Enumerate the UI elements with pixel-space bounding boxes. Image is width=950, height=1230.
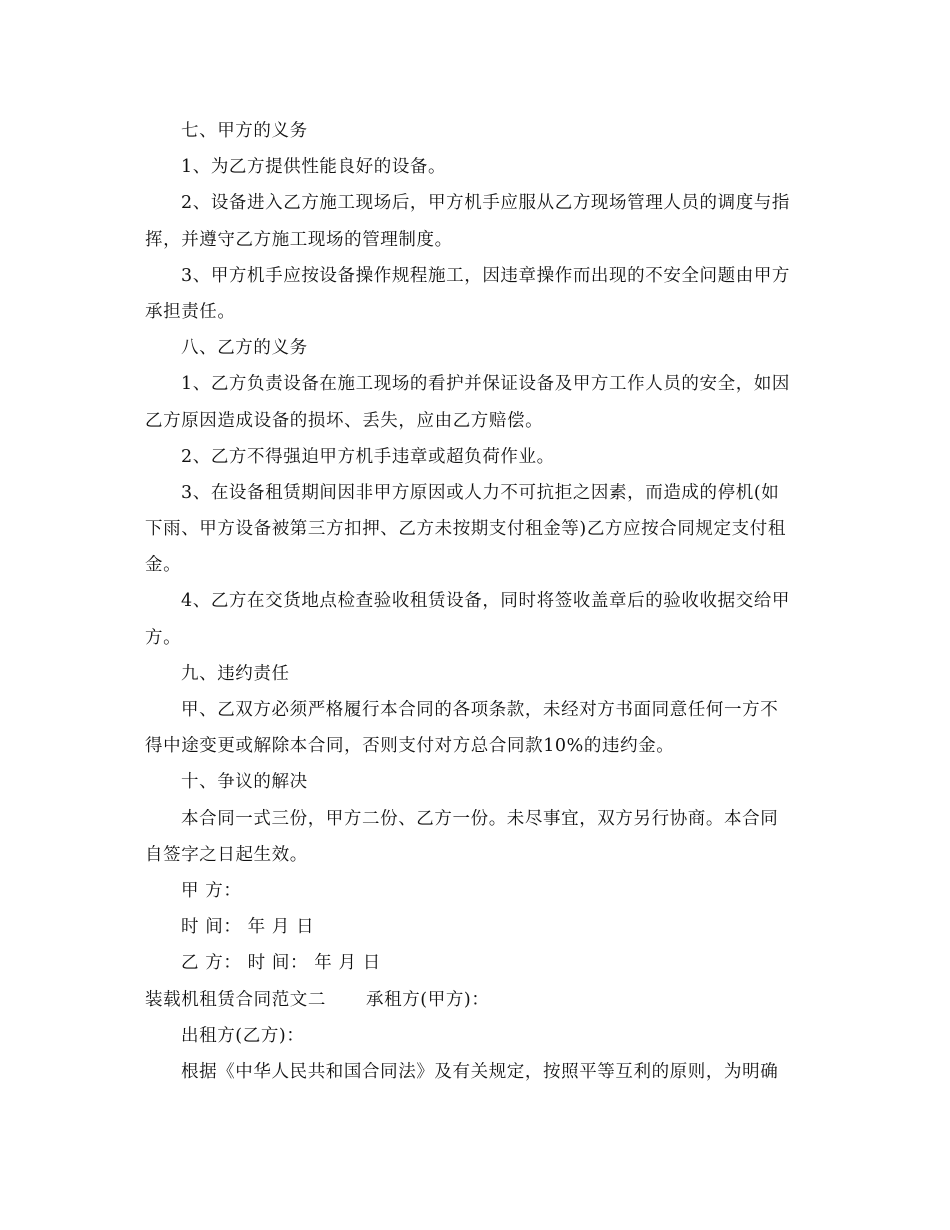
paragraph-line: 4、乙方在交货地点检查验收租赁设备，同时将签收盖章后的验收收据交给甲 (181, 591, 791, 612)
lessor-label: 出租方(乙方)： (181, 1025, 305, 1046)
paragraph-line: 根据《中华人民共和国合同法》及有关规定，按照平等互利的原则，为明确 (181, 1061, 779, 1082)
section-heading-party-b-obligations: 八、乙方的义务 (181, 338, 308, 359)
signature-date: 时 间： 年 月 日 (181, 917, 315, 938)
template-two-title-line (145, 982, 805, 1018)
signature-party-a: 甲 方： (181, 880, 242, 901)
paragraph-line: 下雨、甲方设备被第三方扣押、乙方未按期支付租金等)乙方应按合同规定支付租 (145, 519, 786, 540)
section-heading-party-a-obligations: 七、甲方的义务 (181, 121, 308, 141)
paragraph-line: 1、乙方负责设备在施工现场的看护并保证设备及甲方工作人员的安全，如因 (181, 374, 791, 395)
section-heading-dispute-resolution: 十、争议的解决 (181, 772, 308, 793)
paragraph-line: 得中途变更或解除本合同，否则支付对方总合同款10%的违约金。 (145, 736, 675, 757)
lessee-label: 承租方(甲方)： (366, 989, 490, 1010)
paragraph-line: 3、甲方机手应按设备操作规程施工，因违章操作而出现的不安全问题由甲方 (181, 265, 791, 286)
paragraph-line: 乙方原因造成设备的损坏、丢失，应由乙方赔偿。 (145, 410, 544, 431)
section-heading-breach-liability: 九、违约责任 (181, 663, 290, 684)
paragraph-line: 本合同一式三份，甲方二份、乙方一份。未尽事宜，双方另行协商。本合同 (181, 808, 779, 829)
paragraph-line: 甲、乙双方必须严格履行本合同的各项条款，未经对方书面同意任何一方不 (181, 700, 779, 720)
document-page (145, 113, 805, 1090)
paragraph-line: 挥，并遵守乙方施工现场的管理制度。 (145, 229, 453, 250)
paragraph-line: 2、乙方不得强迫甲方机手违章或超负荷作业。 (181, 446, 555, 467)
paragraph-line: 金。 (145, 555, 182, 576)
signature-party-b: 乙 方： 时 间： 年 月 日 (181, 953, 381, 974)
paragraph-line: 2、设备进入乙方施工现场后，甲方机手应服从乙方现场管理人员的调度与指 (181, 193, 791, 214)
paragraph-line: 自签字之日起生效。 (145, 844, 308, 865)
paragraph-line: 1、为乙方提供性能良好的设备。 (181, 157, 447, 178)
paragraph-line: 承担责任。 (145, 301, 236, 322)
template-two-title: 装载机租赁合同范文二 (145, 989, 326, 1010)
paragraph-line: 3、在设备租赁期间因非甲方原因或人力不可抗拒之因素，而造成的停机(如 (181, 482, 780, 503)
paragraph-line: 方。 (145, 627, 182, 648)
